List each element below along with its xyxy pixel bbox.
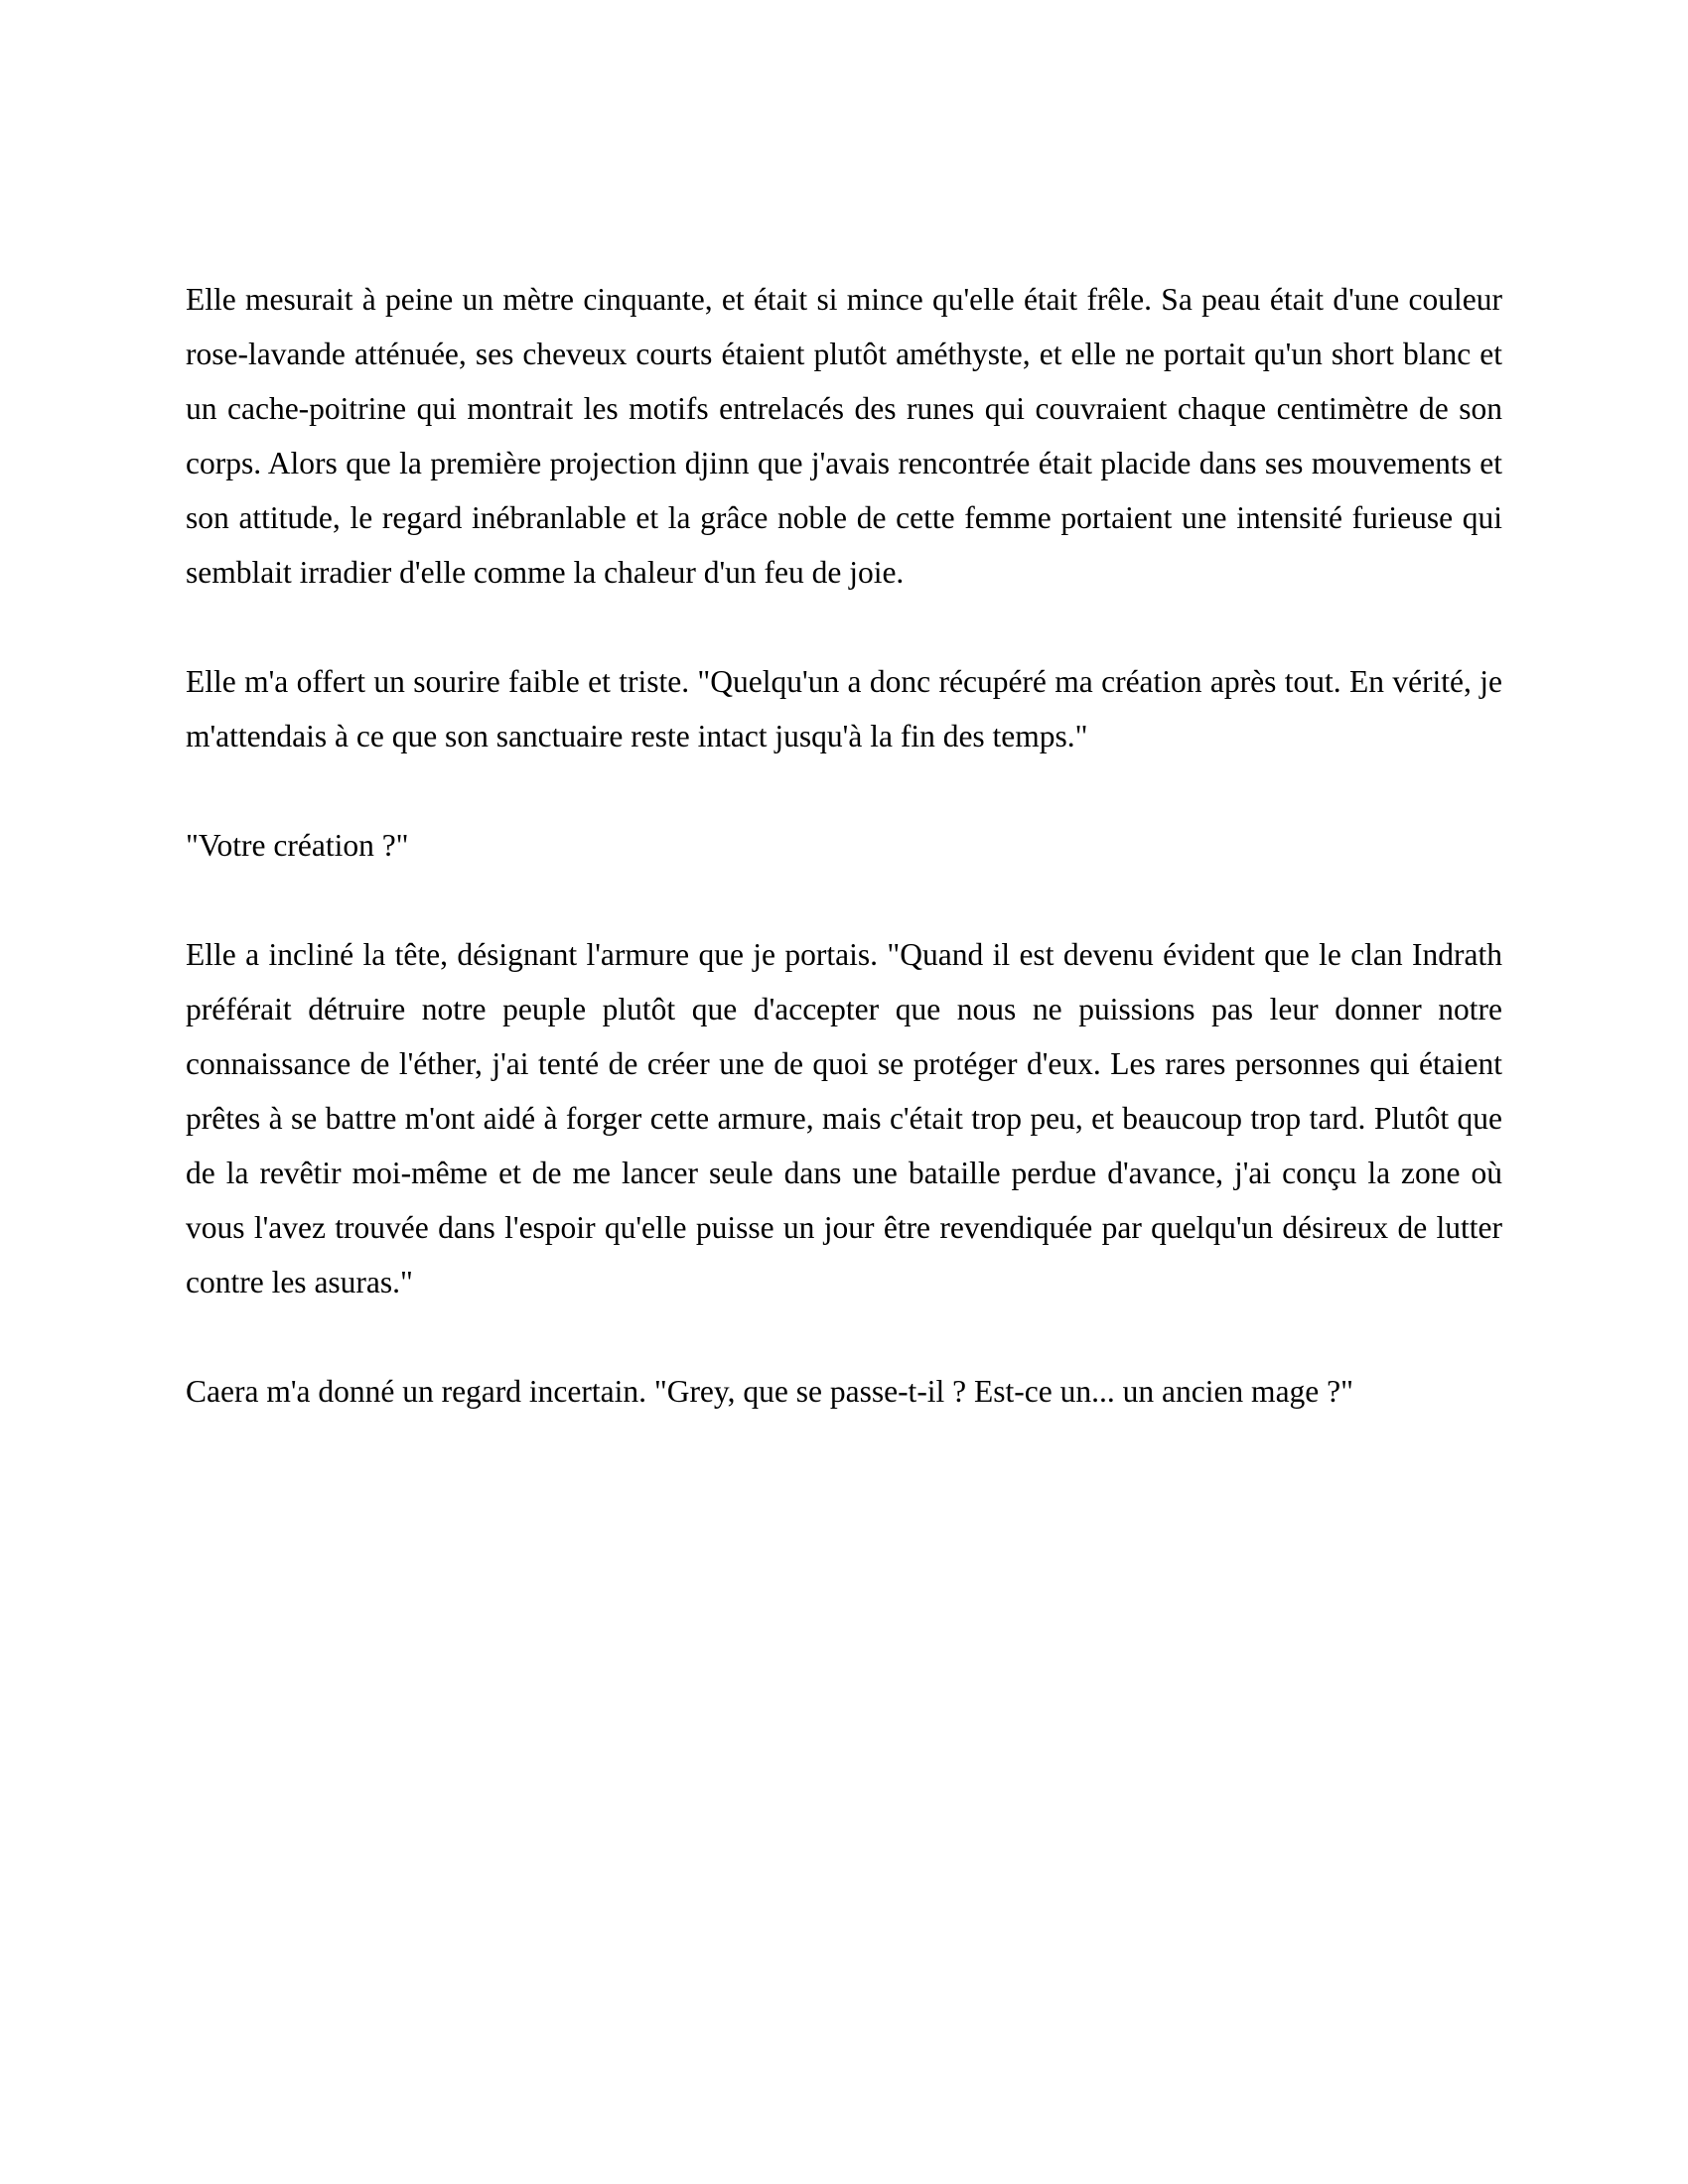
paragraph: Elle mesurait à peine un mètre cinquante, et était si mince qu'elle était frêle. Sa peau était d'une couleur rose-lavande atténuée, ses cheveux courts étaient plutôt améthyste, et elle ne portait qu'un short blanc et un cache-poitrine qui montrait les motifs entrelacés des runes qui couvraient chaque centimètre de son corps. Alors que la première projection djinn que j'avais rencontrée était placide dans ses mouvements et son attitude, le regard inébranlable et la grâce noble de cette femme portaient une intensité furieuse qui semblait irradier d'elle comme la chaleur d'un feu de joie.: [186, 282, 1502, 590]
paragraph: Elle m'a offert un sourire faible et triste. "Quelqu'un a donc récupéré ma création après tout. En vérité, je m'attendais à ce que son sanctuaire reste intact jusqu'à la fin des temps.": [186, 664, 1502, 753]
paragraph: "Votre création ?": [186, 828, 409, 863]
paragraph: Caera m'a donné un regard incertain. "Grey, que se passe-t-il ? Est-ce un... un ancien mage ?": [186, 1374, 1353, 1409]
text-block: [186, 272, 1502, 1419]
paragraph: Elle a incliné la tête, désignant l'armure que je portais. "Quand il est devenu évident que le clan Indrath préférait détruire notre peuple plutôt que d'accepter que nous ne puissions pas leur donner notre connaissance de l'éther, j'ai tenté de créer une de quoi se protéger d'eux. Les rares personnes qui étaient prêtes à se battre m'ont aidé à forger cette armure, mais c'était trop peu, et beaucoup trop tard. Plutôt que de la revêtir moi-même et de me lancer seule dans une bataille perdue d'avance, j'ai conçu la zone où vous l'avez trouvée dans l'espoir qu'elle puisse un jour être revendiquée par quelqu'un désireux de lutter contre les asuras.": [186, 937, 1502, 1299]
